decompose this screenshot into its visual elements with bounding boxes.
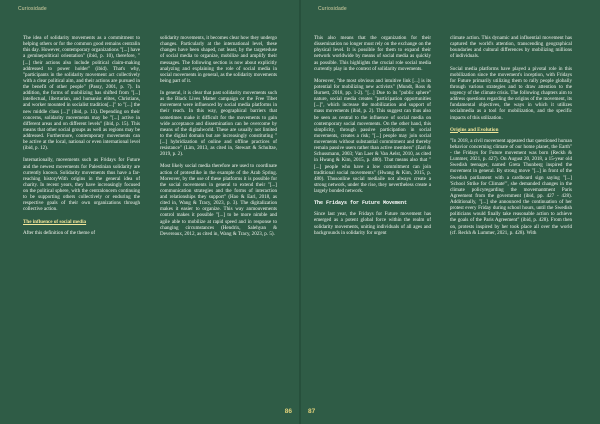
paragraph: Most likely social media therefore are used to coordinate action of protestlike in the example of the Arab Spring. Moreover, by the use of these platforms it is possible for the social movements in general to extend their "[...] communication strategies and the forms of interaction and relationships they support" (Hao & Earl, 2018, as cited in, Wang & Tracy, 2023, p. 3). The digitalization makes it easier to organize. This way anmouvements control makes it possible "[...] to be more nimble and agile able to mobilize at rapid speed and in response to changing circumstances (Hendrix, Salehyan & Devereaux, 2012, as cited in, Wang & Tracy, 2023, p. 5). [160,163,277,237]
right-column-1 [314,35,431,420]
paragraph: Since last year, the Fridays for Future movement has emerged as a potent global force within the realm of solidarity movements, uniting individuals of all ages and backgrounds in solidarity for urgent [314,211,431,236]
paragraph: This also means that the organization for their dissemination no longer must rely on the exchange on the physical level. It is possible for them to expand their network worldwide by means of social media as quickly as possible. This highlights the crucial role social media currently play in the context of solidarity movements. [314,35,431,72]
paragraph: The idea of solidarity movements as a commitment to helping others or for the common good remains centralin this day. However, contemporary organizations "[...] have a geminepolitical orientation" (ibid, p. 10), therefore, "[...] their actions also include political claim-making addressed to power holder" (ibid). That's why, "participants in the solidarity movement act collectively with a clear political aim, and their actions are pursued in the benefit of other people" (Passy, 2001, p. 7). In addition, the forms of mobilizing has shifted from "[...] intellectual, libertarian, and humanist elites, Christians, and worker mounted in socialist tradition[...]" to "[...] the new middle class [...]" (ibid, p. 13). Depending on their concerns, solidarity movements may be "[...] active in different areas and on different levels" (ibid, p. 15). This means that other social groups as well as regions may be addressed. Furthermore, contemporary movements can be active at the local, national or even international level (ibid, p. 12). [23,35,140,152]
paragraph: Internationally, movements such as Fridays for Future and the newest movements for Palestinian solidarity are currently known. Solidarity movements thus have a far-reaching historyWith origins in the general idea of charity. In recent years, they have increasingly focused on the political sphere, with the centraloncern continuing to be supporting others collectively or enduring the respective goals of their own organizations through collective action. [23,157,140,213]
left-column-2 [160,35,277,420]
section-heading-social-media: The influence of social media [23,218,87,225]
paragraph: In general, it is clear that past solidarity movements such as the Black Lives Matter campaign or the Free Tibet movement were influenced by social media platforms in their reach. In this way, geographical barriers that sometimes make it difficult for the movements to gain wide acceptance and dissemination can be overcome by means of the digitalworld. These are usually not limited to the digital domain but are increasingly constituting "[...] hybridization of online and offline practices of resistance" (Lim, 2013, as cited in, Stewart & Schultze, 2019, p. 2). [160,90,277,158]
paragraph: solidarity movements, it becomes clear how they undergo changes. Particularly at the international level, these changes have been shaped, not least, by the targetedusе of social media to organize, mobilize and amplify their messages. The following section is now about explicitly analyzing and explaining the role of social media in social movements in general, as the solidarity movements being part of it. [160,35,277,84]
page-number-left: 86 [284,408,292,415]
paragraph: Moreover, "the most obvious and intuitive link [...] is its potential for mobilizing new activists" (Mundt, Ross & Burnett, 2018, pp. 1-2). "[...] Due to its "public sphere" nature, social media creates "participation opportunities [...]", which increase the mobilization and support of mass movements (ibid, p. 2). This suggest can thus also be seen as central to the influence of social media on contemporary social movements. On the other hand, this simplicity, through passive participation in social movements, creates a risk; "[...] people may join social movements without substantial commitment and thereby remain passive users rather than active members" (Earl & Schussmann, 2003; Van Laer & Van Aelst, 2010, as cited in Hwang & Kim, 2015, p. 480). That means also that "[...] people who have a low commitment can join traditional social movements" (Hwang & Kim, 2015, p. 480). Thusonline social mediaile not always create a strong network, under the rise, they nevertheless create a largely bonded network. [314,77,431,194]
running-head-right: Curiosidade [318,6,347,12]
paragraph: climate action. This dynamic and influential movement has captured the world's attention, transcending geographical boundaries and cultural differences by mobilizing millions of individuals. [450,35,572,60]
section-heading-fridays-for-future: The Fridays for Future Movement [314,200,408,207]
paragraph: Social media platforms have played a pivotal role in this mobilization since the movement's inception, with Fridays for Future primarily utilizing them to rally people globally through various strategies and to draw attention to the urgency of the climate crisis. The following chapters aim to address questions regarding the origins of the movement, its fundamental objectives, the ways in which it utilizes socialmedia as a tool for mobilization, and the specific impacts of this utilization. [450,65,572,121]
right-page [300,0,600,424]
page-number-right: 87 [308,408,316,415]
section-heading-origins: Origins and Evolution [450,126,499,133]
paragraph: After this definition of the theme of [23,229,96,236]
running-head-left: Curiosidade [18,6,47,12]
left-column-1 [23,35,140,420]
right-column-2 [450,35,572,420]
paragraph: "In 2018, a civil movement appeared that questioned human behavior concerning climate of our home planet, the Earth" - the Fridays for Future movement was born (Reckh & Lummer, 2021, p. 427). On August 20, 2018, a 15-year old Swedish teenager, named Greta Thunberg inspired the movement in general. By strong move "[...] in front of the Swedish parliament with a cardboard sign saying "[...] 'School Strike for Climate'", she demanded changes in the climate policyregarding the movemantment Paris Agreement from the government (ibid, pp. 427 - 428). Additionally, "[...] she announced the continuation of her protest every Friday during school hours, until the Swedish politicians would finally take reasonable action to achieve the goals of the Paris Agreement" (ibid, p. 428). From then on, protests inspired by her took place all over the world (cf. Reckh & Lummer, 2021, p. 428). With [450,137,572,236]
